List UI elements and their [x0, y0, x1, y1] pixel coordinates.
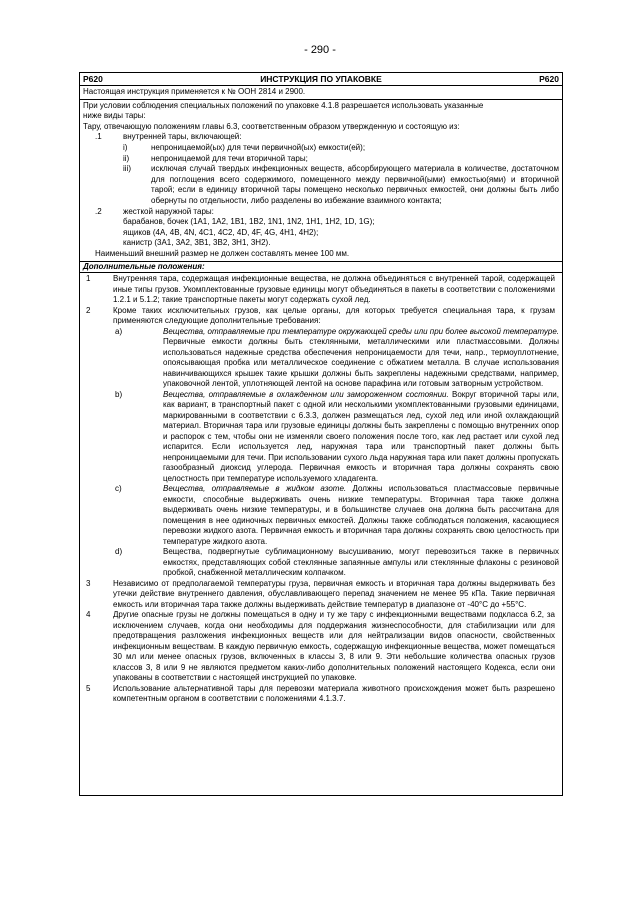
provision-text: Кроме таких исключительных грузов, как целые органы, для которых требуется специальная тара, к грузам применяются следующие дополнительные требования:: [113, 305, 555, 326]
intro-line-2: ниже виды тары:: [83, 111, 146, 121]
outer-packaging-line: канистр (3A1, 3A2, 3B1, 3B2, 3H1, 3H2).: [123, 238, 271, 248]
subprovision: [113, 484, 559, 547]
subprovision-body: [163, 547, 559, 579]
subprovision: [113, 390, 559, 485]
packing-instruction-table: [79, 72, 563, 796]
subprovision: [113, 547, 559, 579]
header-code-right: P620: [539, 74, 559, 84]
provision-number: 1: [86, 274, 91, 284]
provision-number: 2: [86, 305, 91, 315]
subprovision-number: d): [115, 547, 123, 557]
provision: [83, 306, 559, 327]
subprovision-body: [163, 327, 559, 390]
subprovision-heading: Вещества, отправляемые в охлажденном или замороженном состоянии.: [163, 389, 449, 399]
header-title: ИНСТРУКЦИЯ ПО УПАКОВКЕ: [260, 74, 382, 84]
table-header: [80, 73, 562, 86]
item-number: .2: [95, 206, 102, 216]
subprovision-text: Должны использоваться пластмассовые первичные емкости, способные выдерживать очень низкие температуры. Вторичная тара также должна выдерживать очень низкие температуры, и в большинстве случаев она должна быть рассчитана для помещения в нее одиночных первичных емкостей. Должны также соблюдаться положения, касающиеся перевозки жидкого азота. Первичная емкость и вторичная тара должны сохранять свою целостность при температуре жидкого азота.: [163, 484, 559, 546]
additional-provisions-title: Дополнительные положения:: [80, 262, 562, 274]
provision-text: Использование альтернативной тары для перевозки материала животного происхождения может быть разрешено компетентным органом в соответствии с положениями 4.1.3.7.: [113, 683, 555, 704]
sub-item-number: ii): [123, 153, 130, 163]
item-label: жесткой наружной тары:: [123, 206, 214, 216]
additional-provisions: [80, 273, 562, 706]
subprovision-text: Первичные емкости должны быть стеклянными, металлическими или пластмассовыми. Должны использоваться надежные средства обеспечения непроницаемости для течи, напр., термоуплотнение, опоясывающая пробка или металлическое соединение с обжатием металла. В случае использования навинчивающихся крышек такие крышки должны быть закреплены надежными средствами, например, упаковочной лентой, уплотняющей лентой на основе парафина или готовым затворным устройством.: [163, 337, 559, 389]
subprovision-text: Вокруг вторичной тары или, как вариант, в транспортный пакет с одной или несколькими укомплектованными грузовыми единицами, маркированными в соответствии с 6.3.3, должен размещаться лед, сухой лед или иной охлаждающий материал. Вторичная тара или грузовые единицы должны быть закреплены с помощью внутренних опор и распорок с тем, чтобы они не изменяли своего положения после того, как лед растает или сухой лед испарится. Если используется лед, наружная тара или транспортный пакет должны быть непроницаемыми для течи. При использовании сухого льда наружная тара или пакет должны пропускать газообразный диоксид углерода. Первичная емкость и вторичная тара должны сохранять свою целостность при температуре используемого хладагента.: [163, 389, 559, 483]
provision: [83, 579, 559, 611]
outer-packaging-line: барабанов, бочек (1A1, 1A2, 1B1, 1B2, 1N1, 1N2, 1H1, 1H2, 1D, 1G);: [123, 217, 375, 227]
inner-packaging-item: [83, 132, 559, 143]
subprovision-body: [163, 484, 559, 547]
minimum-size-note: Наименьший внешний размер не должен составлять менее 100 мм.: [95, 248, 350, 258]
sub-item-text: непроницаемой для течи вторичной тары;: [151, 153, 308, 163]
sub-item-text: исключая случай твердых инфекционных веществ, абсорбирующего материала в количестве, достаточном для поглощения всего содержимого, помещенного между первичной(ыми) емкостью(ями) и вторичной тарой; если в единицу вторичной тары помещено несколько первичных емкостей, они должны быть либо обернуты по отдельности, либо разделены во избежание взаимного контакта;: [151, 164, 559, 205]
sub-item: [83, 143, 559, 154]
subprovision-number: b): [115, 389, 123, 399]
sub-item-number: iii): [123, 164, 131, 174]
item-number: .1: [95, 132, 102, 142]
provision-text: Другие опасные грузы не должны помещаться в одну и ту же тару с инфекционными веществами подкласса 6.2, за исключением случаев, когда они необходимы для поддержания жизнеспособности, для стабилизации или для предотвращения разложения инфекционных веществ или для нейтрализации видов опасности, свойственных инфекционным веществам. В каждую первичную емкость, содержащую инфекционные вещества, может помещаться 30 мл или менее опасных грузов, включенных в классы 3, 8 или 9. Эти небольшие количества опасных грузов классов 3, 8 или 9 не являются предметом каких-либо дополнительных положений настоящего Кодекса, если они упакованы в соответствии с настоящей инструкцией по упаковке.: [113, 610, 555, 683]
applies-row: [80, 86, 562, 100]
provision-number: 4: [86, 610, 91, 620]
sub-item-number: i): [123, 142, 128, 152]
subprovision-number: a): [115, 326, 123, 336]
provision: [83, 274, 559, 306]
header-code-left: P620: [83, 74, 103, 84]
provision-text: Независимо от предполагаемой температуры груза, первичная емкость и вторичная тара должны выдерживать без утечки действие внутреннего давления, обуславливающего перепад значением не менее 95 кПа. Такие первичная емкость или вторичная тара также должны выдерживать действие температур в диапазоне от -40°C до +55°C.: [113, 578, 555, 609]
subprovision-body: [163, 390, 559, 485]
outer-packaging-line: ящиков (4A, 4B, 4N, 4C1, 4C2, 4D, 4F, 4G, 4H1, 4H2);: [123, 227, 319, 237]
subprovision-heading: Вещества, отправляемые при температуре окружающей среды или при более высокой температуре.: [163, 326, 559, 336]
sub-item: [83, 154, 559, 165]
provision-text: Внутренняя тара, содержащая инфекционные вещества, не должна объединяться с внутренней тарой, содержащей иные типы грузов. Укомплектованные грузовые единицы могут объединяться в пакеты в соответствии с положениями 1.2.1 и 5.1.2; такие транспортные пакеты могут содержать сухой лед.: [113, 274, 555, 305]
packagings-section: [80, 100, 562, 262]
subprovision-number: c): [115, 484, 122, 494]
provision-number: 3: [86, 578, 91, 588]
provision-number: 5: [86, 683, 91, 693]
sub-item-text: непроницаемой(ых) для течи первичной(ых) емкости(ей);: [151, 142, 366, 152]
intro-line-3: Тару, отвечающую положениям главы 6.3, соответственным образом утвержденную и состоящую из:: [83, 121, 460, 131]
provision: [83, 610, 559, 684]
subprovision-text: Вещества, подвергнутые сублимационному высушиванию, могут перевозиться также в первичных емкостях, представляющих собой стеклянные запаянные ампулы или стеклянные флаконы с резиновой пробкой, снабженной металлическим колпачком.: [163, 547, 559, 578]
applies-text: Настоящая инструкция применяется к № ООН 2814 и 2900.: [83, 87, 306, 96]
subprovision-heading: Вещества, отправляемые в жидком азоте.: [163, 484, 347, 494]
subprovision-list: [83, 327, 559, 579]
page-number: - 290 -: [304, 44, 336, 56]
subprovision: [113, 327, 559, 390]
outer-packaging-item: [83, 207, 559, 218]
sub-item: [83, 164, 559, 206]
intro-line-1: При условии соблюдения специальных положений по упаковке 4.1.8 разрешается использовать указанные: [83, 100, 484, 110]
provision: [83, 684, 559, 705]
item-label: внутренней тары, включающей:: [123, 132, 242, 142]
